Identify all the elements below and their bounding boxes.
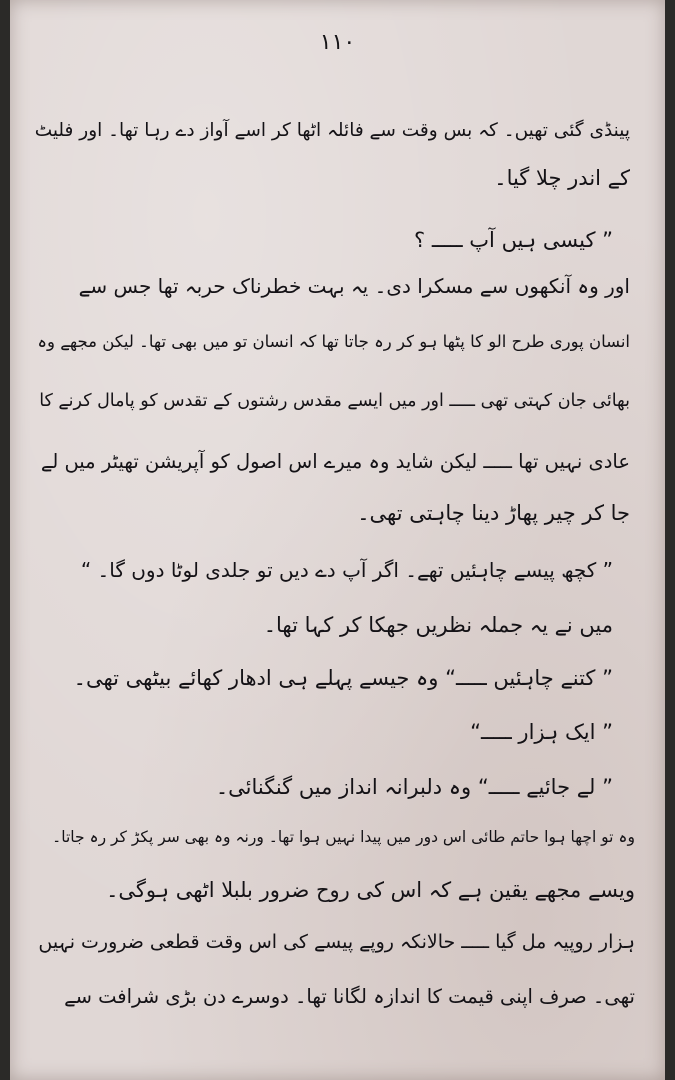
text-line: وہ تو اچھا ہوا حاتم طائی اس دور میں پیدا نہیں ہوا تھا۔ ورنہ وہ بھی سر پکڑ کر رہ جاتا۔	[52, 828, 635, 846]
text-line: میں نے یہ جملہ نظریں جھکا کر کہا تھا۔	[263, 613, 613, 637]
text-line: کے اندر چلا گیا۔	[494, 166, 630, 190]
text-line: بھائی جان کہتی تھی ـــــ اور میں ایسے مقدس رشتوں کے تقدس کو پامال کرنے کا	[39, 391, 630, 411]
text-line: ” کتنے چاہئیں ـــــ“ وہ جیسے پہلے ہی ادھار کھائے بیٹھی تھی۔	[73, 666, 613, 690]
text-line: ” لے جائیے ـــــ“ وہ دلبرانہ انداز میں گنگنائی۔	[215, 775, 613, 799]
text-line: ” کچھ پیسے چاہئیں تھے۔ اگر آپ دے دیں تو جلدی لوٹا دوں گا۔ “	[80, 558, 613, 582]
text-line: ” کیسی ہیں آپ ـــــ ؟	[414, 228, 613, 252]
text-line: پینڈی گئی تھیں۔ کہ بس وقت سے فائلہ اٹھا کر اسے آواز دے رہا تھا۔ اور فلیٹ	[34, 120, 630, 141]
book-page	[10, 0, 665, 1080]
page-number: ١١٠	[319, 30, 356, 55]
text-line: انسان پوری طرح الو کا پٹھا ہو کر رہ جاتا تھا کہ انسان تو میں بھی تھا۔ لیکن مجھے وہ	[37, 332, 630, 351]
text-line: ” ایک ہزار ـــــ“	[470, 720, 613, 744]
text-line: ویسے مجھے یقین ہے کہ اس کی روح ضرور بلبلا اٹھی ہوگی۔	[106, 878, 635, 902]
text-line: ہزار روپیہ مل گیا ـــــ حالانکہ روپے پیسے کی اس وقت قطعی ضرورت نہیں	[38, 931, 635, 953]
text-line: اور وہ آنکھوں سے مسکرا دی۔ یہ بہت خطرناک حربہ تھا جس سے	[78, 274, 630, 298]
text-line: تھی۔ صرف اپنی قیمت کا اندازہ لگانا تھا۔ دوسرے دن بڑی شرافت سے	[64, 985, 635, 1008]
text-line: عادی نہیں تھا ـــــ لیکن شاید وہ میرے اس اصول کو آپریشن تھیٹر میں لے	[40, 450, 630, 473]
text-line: جا کر چیر پھاڑ دینا چاہتی تھی۔	[357, 501, 630, 525]
